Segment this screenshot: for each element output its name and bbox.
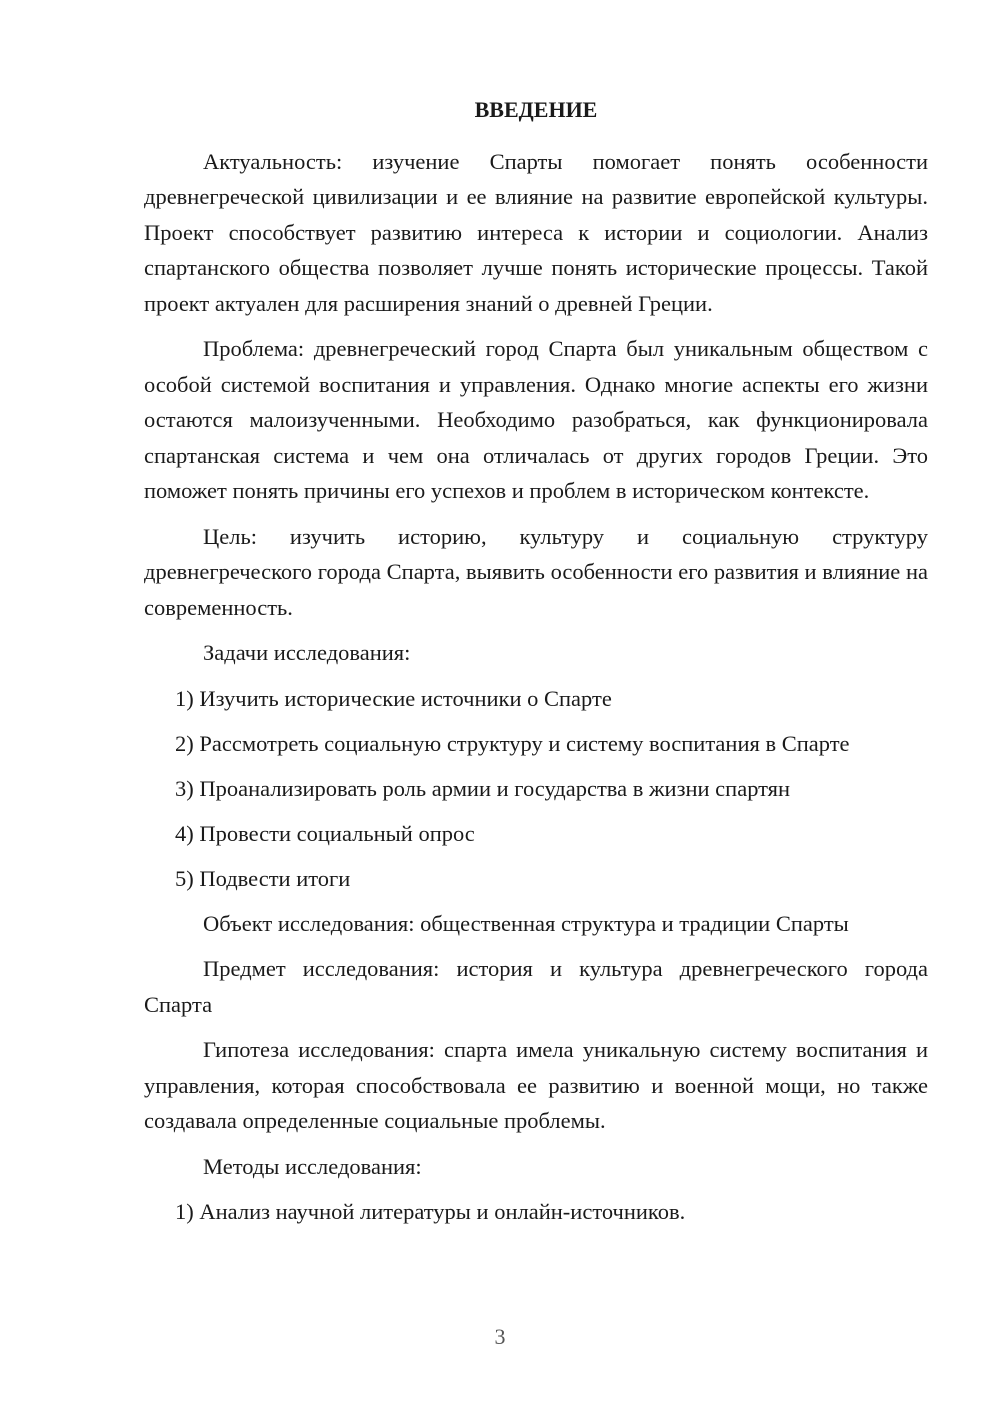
goal-paragraph: Цель: изучить историю, культуру и социальную структуру древнегреческого города Спарта, выявить особенности его развития и влияние на современность.: [144, 523, 928, 620]
hypothesis-paragraph: Гипотеза исследования: спарта имела уникальную систему воспитания и управления, которая способствовала ее развитию и военной мощи, но также создавала определенные социальные проблемы.: [144, 1037, 928, 1133]
problem-paragraph: Проблема: древнегреческий город Спарта был уникальным обществом с особой системой воспитания и управления. Однако многие аспекты его жизни остаются малоизученными. Необходимо разобраться, как функционировала спартанская система и чем она отличалась от других городов Греции. Это поможет понять причины его успехов и проблем в историческом контексте.: [144, 336, 928, 503]
list-item: 5) Подвести итоги: [175, 865, 351, 891]
methods-heading: Методы исследования:: [203, 1153, 422, 1179]
list-item: 3) Проанализировать роль армии и государства в жизни спартян: [175, 775, 791, 801]
list-item: 2) Рассмотреть социальную структуру и систему воспитания в Спарте: [175, 730, 850, 756]
list-item: 1) Анализ научной литературы и онлайн-источников.: [175, 1199, 686, 1224]
object-line: Объект исследования: общественная структура и традиции Спарты: [203, 910, 849, 936]
methods-list: [144, 1194, 928, 1230]
tasks-list: [144, 681, 928, 897]
subject-paragraph: Предмет исследования: история и культура древнегреческого города Спарта: [144, 956, 928, 1017]
relevance-paragraph: Актуальность: изучение Спарты помогает понять особенности древнегреческой цивилизации и ее влияние на развитие европейской культуры. Проект способствует развитию интереса к истории и социологии. Анализ спартанского общества позволяет лучше понять исторические процессы. Такой проект актуален для расширения знаний о древней Греции.: [144, 148, 928, 316]
tasks-heading: Задачи исследования:: [203, 640, 411, 665]
document-page: [144, 92, 928, 1239]
page-number: 3: [494, 1324, 506, 1349]
list-item: 4) Провести социальный опрос: [175, 820, 475, 846]
page-title: ВВЕДЕНИЕ: [474, 97, 598, 122]
list-item: 1) Изучить исторические источники о Спарте: [175, 685, 612, 711]
